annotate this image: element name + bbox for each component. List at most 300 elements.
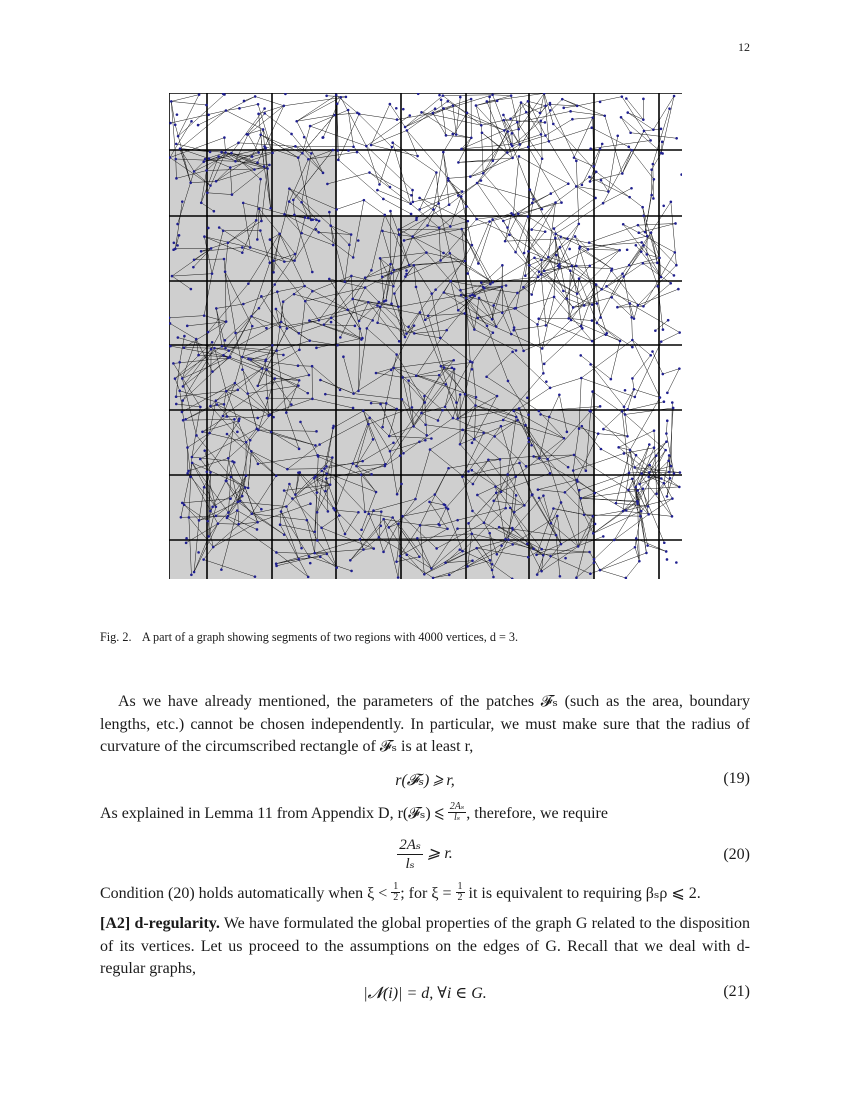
graph-vertex [236, 389, 239, 392]
graph-vertex [594, 523, 597, 526]
graph-vertex [230, 152, 233, 155]
equation-20-expr [100, 836, 750, 873]
graph-vertex [501, 264, 504, 267]
graph-vertex [411, 406, 414, 409]
graph-vertex [402, 108, 405, 111]
graph-vertex [203, 486, 206, 489]
graph-vertex [323, 323, 326, 326]
graph-vertex [298, 448, 301, 451]
graph-vertex [455, 401, 458, 404]
half-2-num: 1 [457, 881, 463, 892]
graph-vertex [198, 93, 201, 96]
graph-vertex [511, 132, 514, 135]
graph-vertex [516, 121, 519, 124]
graph-vertex [205, 169, 208, 172]
graph-vertex [504, 240, 507, 243]
graph-vertex [201, 430, 204, 433]
graph-vertex [282, 300, 285, 303]
graph-vertex [426, 224, 429, 227]
graph-edge [596, 172, 642, 207]
graph-edge [265, 113, 292, 134]
graph-vertex [347, 109, 350, 112]
graph-vertex [471, 368, 474, 371]
graph-vertex [504, 538, 507, 541]
graph-vertex [236, 501, 239, 504]
graph-vertex [622, 510, 625, 513]
graph-vertex [524, 424, 527, 427]
graph-vertex [491, 563, 494, 566]
graph-edge [420, 172, 437, 209]
graph-vertex [314, 475, 317, 478]
graph-vertex [549, 103, 552, 106]
graph-vertex [391, 516, 394, 519]
graph-edge [653, 96, 674, 130]
graph-vertex [475, 104, 478, 107]
graph-vertex [306, 392, 309, 395]
graph-vertex [331, 149, 334, 152]
graph-vertex [308, 339, 311, 342]
graph-vertex [207, 113, 210, 116]
graph-vertex [635, 454, 638, 457]
graph-edge [576, 186, 608, 191]
graph-vertex [477, 317, 480, 320]
graph-vertex [437, 419, 440, 422]
graph-vertex [438, 524, 441, 527]
graph-vertex [476, 182, 479, 185]
graph-vertex [460, 148, 463, 151]
graph-vertex [514, 475, 517, 478]
graph-vertex [665, 440, 668, 443]
graph-edge [433, 113, 446, 135]
graph-vertex [203, 449, 206, 452]
graph-vertex [176, 113, 179, 116]
graph-edge [629, 147, 654, 179]
graph-vertex [491, 569, 494, 572]
graph-vertex [523, 252, 526, 255]
graph-vertex [260, 220, 263, 223]
graph-vertex [544, 121, 547, 124]
graph-vertex [177, 135, 180, 138]
graph-vertex [175, 177, 178, 180]
graph-vertex [292, 199, 295, 202]
graph-vertex [265, 358, 268, 361]
graph-vertex [607, 190, 610, 193]
graph-edge [407, 130, 448, 178]
graph-vertex [638, 483, 641, 486]
graph-edge [666, 421, 667, 434]
graph-vertex [453, 368, 456, 371]
graph-vertex [495, 491, 498, 494]
graph-vertex [170, 100, 173, 103]
graph-edge [550, 104, 577, 105]
graph-edge [238, 143, 295, 147]
graph-vertex [404, 126, 407, 129]
graph-vertex [578, 427, 581, 430]
graph-vertex [241, 495, 244, 498]
graph-vertex [460, 228, 463, 231]
graph-vertex [552, 507, 555, 510]
graph-vertex [473, 328, 476, 331]
graph-vertex [677, 288, 680, 291]
graph-vertex [174, 377, 177, 380]
graph-vertex [209, 510, 212, 513]
graph-vertex [522, 286, 525, 289]
graph-vertex [265, 327, 268, 330]
graph-vertex [432, 208, 435, 211]
graph-vertex [622, 275, 625, 278]
graph-vertex [215, 180, 218, 183]
graph-vertex [355, 465, 358, 468]
graph-vertex [237, 142, 240, 145]
graph-vertex [271, 344, 274, 347]
graph-vertex [324, 490, 327, 493]
graph-vertex [652, 128, 655, 131]
graph-vertex [403, 239, 406, 242]
graph-vertex [330, 321, 333, 324]
graph-vertex [512, 213, 515, 216]
graph-edge [420, 192, 462, 210]
figure-caption-text: A part of a graph showing segments of two regions with 4000 vertices, d = 3. [141, 630, 519, 644]
graph-vertex [621, 172, 624, 175]
graph-vertex [438, 94, 441, 97]
graph-vertex [236, 431, 239, 434]
graph-vertex [658, 257, 661, 260]
graph-vertex [423, 401, 426, 404]
graph-vertex [218, 226, 221, 229]
graph-vertex [297, 384, 300, 387]
graph-vertex [178, 389, 181, 392]
graph-vertex [259, 229, 262, 232]
graph-vertex [222, 415, 225, 418]
graph-vertex [541, 157, 544, 160]
paragraph-3-half-2 [456, 882, 465, 903]
graph-vertex [447, 467, 450, 470]
graph-vertex [432, 112, 435, 115]
graph-vertex [401, 398, 404, 401]
graph-vertex [576, 292, 579, 295]
graph-vertex [502, 220, 505, 223]
graph-vertex [542, 554, 545, 557]
graph-vertex [486, 324, 489, 327]
graph-vertex [370, 402, 373, 405]
graph-vertex [675, 264, 678, 267]
graph-vertex [283, 489, 286, 492]
graph-vertex [588, 241, 591, 244]
graph-vertex [370, 269, 373, 272]
graph-vertex [366, 327, 369, 330]
graph-vertex [642, 244, 645, 247]
graph-vertex [275, 565, 278, 568]
equation-19 [100, 770, 750, 794]
graph-vertex [575, 576, 578, 579]
graph-vertex [591, 303, 594, 306]
graph-vertex [364, 276, 367, 279]
graph-vertex [351, 298, 354, 301]
graph-vertex [430, 567, 433, 570]
graph-vertex [446, 100, 449, 103]
graph-vertex [191, 456, 194, 459]
graph-vertex [660, 152, 663, 155]
graph-vertex [211, 370, 214, 373]
graph-edge [592, 128, 629, 147]
graph-vertex [262, 128, 265, 131]
graph-vertex [465, 297, 468, 300]
graph-edge [446, 135, 471, 137]
equation-20-number: (20) [723, 846, 750, 863]
graph-vertex [496, 553, 499, 556]
graph-vertex [360, 338, 363, 341]
graph-vertex [249, 246, 252, 249]
graph-vertex [596, 322, 599, 325]
graph-vertex [350, 275, 353, 278]
graph-vertex [451, 133, 454, 136]
graph-vertex [637, 304, 640, 307]
graph-vertex [231, 193, 234, 196]
graph-vertex [449, 280, 452, 283]
graph-vertex [649, 139, 652, 142]
graph-edge [581, 355, 611, 379]
graph-vertex [600, 288, 603, 291]
graph-vertex [347, 149, 350, 152]
graph-vertex [593, 562, 596, 565]
graph-edge [490, 97, 493, 161]
graph-vertex [510, 94, 513, 97]
graph-vertex [459, 548, 462, 551]
paragraph-2-fraction-num: 2Aₛ [449, 801, 465, 812]
graph-edge [624, 263, 643, 276]
graph-vertex [635, 244, 638, 247]
graph-vertex [247, 282, 250, 285]
graph-vertex [518, 155, 521, 158]
graph-vertex [472, 483, 475, 486]
graph-vertex [593, 558, 596, 561]
graph-vertex [601, 143, 604, 146]
graph-vertex [250, 450, 253, 453]
graph-vertex [647, 476, 650, 479]
graph-vertex [634, 396, 637, 399]
graph-edge [554, 234, 556, 297]
graph-vertex [669, 477, 672, 480]
graph-vertex [548, 416, 551, 419]
graph-vertex [258, 207, 261, 210]
graph-vertex [372, 547, 375, 550]
graph-vertex [538, 410, 541, 413]
graph-vertex [588, 551, 591, 554]
graph-vertex [512, 410, 515, 413]
equation-21-number: (21) [723, 983, 750, 1000]
paragraph-2-pre: As explained in Lemma 11 from Appendix D, r(𝓕ₛ) ⩽ [100, 805, 444, 822]
graph-vertex [442, 252, 445, 255]
graph-vertex [407, 379, 410, 382]
graph-vertex [465, 205, 468, 208]
graph-vertex [260, 295, 263, 298]
graph-vertex [679, 471, 682, 474]
paragraph-3-b: ; for ξ = [400, 885, 452, 902]
graph-vertex [221, 345, 224, 348]
graph-vertex [205, 104, 208, 107]
graph-vertex [237, 523, 240, 526]
graph-vertex [318, 220, 321, 223]
graph-vertex [668, 107, 671, 110]
graph-vertex [256, 521, 259, 524]
graph-edge [611, 341, 620, 379]
graph-vertex [434, 288, 437, 291]
graph-vertex [404, 336, 407, 339]
graph-vertex [449, 225, 452, 228]
graph-vertex [271, 152, 274, 155]
graph-vertex [634, 486, 637, 489]
graph-vertex [518, 462, 521, 465]
graph-vertex [555, 254, 558, 257]
graph-vertex [280, 510, 283, 513]
graph-edge [468, 222, 490, 274]
graph-vertex [293, 259, 296, 262]
graph-vertex [482, 286, 485, 289]
graph-vertex [233, 461, 236, 464]
graph-vertex [563, 437, 566, 440]
graph-vertex [175, 403, 178, 406]
graph-vertex [390, 302, 393, 305]
graph-vertex [197, 354, 200, 357]
graph-vertex [511, 543, 514, 546]
graph-vertex [445, 134, 448, 137]
graph-vertex [581, 327, 584, 330]
graph-vertex [251, 155, 254, 158]
graph-vertex [307, 217, 310, 220]
graph-vertex [254, 95, 257, 98]
graph-vertex [611, 267, 614, 270]
graph-vertex [186, 472, 189, 475]
graph-vertex [549, 192, 552, 195]
graph-vertex [654, 329, 657, 332]
graph-vertex [491, 218, 494, 221]
graph-edge [231, 109, 264, 153]
graph-vertex [592, 515, 595, 518]
graph-vertex [501, 286, 504, 289]
graph-vertex [649, 354, 652, 357]
graph-vertex [574, 235, 577, 238]
graph-vertex [241, 246, 244, 249]
graph-vertex [269, 238, 272, 241]
graph-vertex [406, 129, 409, 132]
graph-vertex [300, 232, 303, 235]
graph-figure [169, 93, 682, 579]
graph-vertex [429, 448, 432, 451]
graph-vertex [668, 454, 671, 457]
graph-vertex [203, 235, 206, 238]
graph-vertex [540, 273, 543, 276]
graph-vertex [525, 465, 528, 468]
graph-vertex [364, 511, 367, 514]
graph-vertex [471, 532, 474, 535]
page-number: 12 [738, 40, 750, 54]
graph-vertex [284, 93, 287, 95]
graph-vertex [241, 251, 244, 254]
graph-vertex [475, 547, 478, 550]
graph-vertex [269, 207, 272, 210]
graph-vertex [537, 317, 540, 320]
graph-vertex [283, 533, 286, 536]
graph-vertex [605, 285, 608, 288]
graph-vertex [537, 276, 540, 279]
graph-vertex [660, 477, 663, 480]
graph-vertex [275, 551, 278, 554]
graph-vertex [488, 96, 491, 99]
graph-vertex [190, 573, 193, 576]
graph-vertex [211, 341, 214, 344]
graph-vertex [524, 274, 527, 277]
graph-vertex [557, 265, 560, 268]
graph-vertex [573, 156, 576, 159]
graph-vertex [461, 429, 464, 432]
graph-edge [519, 156, 568, 183]
graph-vertex [532, 547, 535, 550]
graph-vertex [642, 262, 645, 265]
graph-vertex [368, 512, 371, 515]
graph-vertex [306, 519, 309, 522]
graph-vertex [176, 244, 179, 247]
graph-vertex [636, 489, 639, 492]
graph-vertex [299, 421, 302, 424]
graph-vertex [372, 438, 375, 441]
graph-vertex [459, 393, 462, 396]
graph-vertex [357, 239, 360, 242]
graph-vertex [540, 548, 543, 551]
graph-plot [169, 93, 682, 579]
graph-vertex [444, 561, 447, 564]
graph-edge [171, 95, 199, 102]
graph-vertex [580, 497, 583, 500]
graph-vertex [483, 521, 486, 524]
graph-vertex [208, 432, 211, 435]
graph-vertex [510, 143, 513, 146]
graph-vertex [420, 412, 423, 415]
graph-vertex [642, 487, 645, 490]
graph-vertex [360, 473, 363, 476]
graph-edge [405, 106, 453, 127]
graph-vertex [418, 197, 421, 200]
paragraph-2 [100, 802, 750, 826]
graph-vertex [378, 183, 381, 186]
graph-vertex [293, 293, 296, 296]
graph-vertex [631, 477, 634, 480]
graph-vertex [500, 490, 503, 493]
graph-edge [600, 570, 626, 578]
graph-vertex [460, 195, 463, 198]
graph-edge [545, 136, 576, 187]
graph-edge [453, 106, 456, 135]
graph-vertex [435, 171, 438, 174]
graph-vertex [362, 548, 365, 551]
graph-vertex [545, 380, 548, 383]
graph-vertex [382, 551, 385, 554]
graph-edge [532, 230, 546, 232]
graph-vertex [637, 231, 640, 234]
graph-vertex [253, 168, 256, 171]
graph-vertex [207, 535, 210, 538]
graph-vertex [365, 145, 368, 148]
graph-vertex [538, 270, 541, 273]
graph-vertex [303, 285, 306, 288]
paragraph-3-half-1 [391, 882, 400, 903]
graph-vertex [492, 331, 495, 334]
graph-vertex [189, 181, 192, 184]
graph-vertex [223, 136, 226, 139]
graph-vertex [446, 528, 449, 531]
graph-vertex [381, 275, 384, 278]
graph-vertex [531, 202, 534, 205]
graph-vertex [367, 423, 370, 426]
